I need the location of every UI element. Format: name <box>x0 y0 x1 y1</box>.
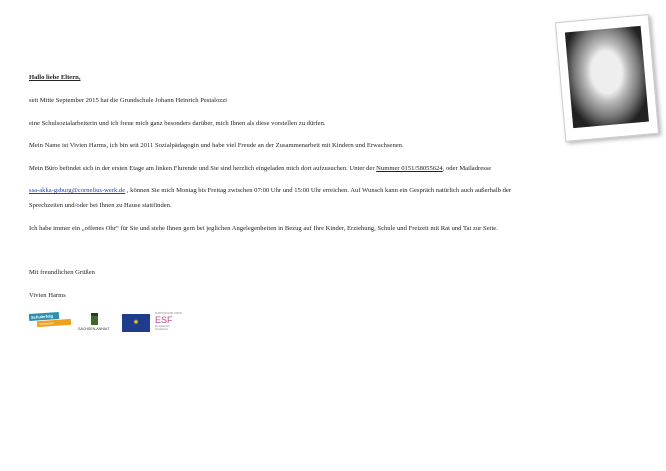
esf-logo <box>155 312 182 331</box>
paragraph-3: Mein Name ist Vivien Harms, ich bin seit 2011 Sozialpädagogin und habe viel Freude an der Zusammenarbeit mit Kindern und Erwachsenen. <box>29 142 404 149</box>
paragraph-2: eine Schulsozialarbeiterin und ich freue mich ganz besonders darüber, mich Ihnen als diese vorstellen zu dürfen. <box>29 120 326 127</box>
schulerfolg-logo <box>29 313 73 331</box>
email-link[interactable]: ssa-akka-gsburg@cornelius-werk.de <box>29 187 126 194</box>
sachsen-anhalt-logo <box>72 313 116 333</box>
esf-text: ESF <box>155 315 173 325</box>
paragraph-4 <box>29 165 491 172</box>
paragraph-5b: Sprechzeiten und/oder bei Ihnen zu Hause stattfinden. <box>29 202 172 209</box>
esf-sub-text: Europäischer Sozialfonds <box>155 325 170 331</box>
closing: Mit freundlichen Grüßen <box>29 269 95 276</box>
schulerfolg-text: Schulerfolg <box>29 312 59 321</box>
paragraph-4-end: , oder Mailadresse <box>442 165 492 172</box>
coat-of-arms-icon <box>91 313 98 325</box>
sachsen-anhalt-text: SACHSEN-ANHALT <box>78 327 110 331</box>
paragraph-5-text: , können Sie mich Montag bis Freitag zwischen 07:00 Uhr und 15:00 Uhr erreichen. Auf Wunsch kann ein Gespräch natürlich auch außerhalb der <box>125 187 512 194</box>
paragraph-4-start: Mein Büro befindet sich in der ersten Etage am linken Flurende und Sie sind herzlich eingeladen mich dort aufzusuchen. Unter der <box>29 165 377 172</box>
profile-photo <box>555 14 659 142</box>
signature: Vivien Harms <box>29 292 66 299</box>
greeting: Hallo liebe Eltern, <box>29 74 81 81</box>
esf-top-text: EUROPÄISCHE UNION <box>155 312 182 315</box>
paragraph-1: seit Mitte September 2015 hat die Grundschule Johann Heinrich Pestalozzi <box>29 97 227 104</box>
phone-number: Nummer 0151/58055624 <box>376 165 443 172</box>
eu-flag-logo: ✺ <box>122 314 150 332</box>
schulerfolg-sub: verbessern <box>37 319 71 327</box>
paragraph-6: Ich habe immer ein „offenes Ohr“ für Sie und stehe Ihnen gern bei jeglichen Angelegenheiten in Bezug auf Ihre Kinder, Erziehung, Schule und Freizeit mit Rat und Tat zur Seite. <box>29 225 498 232</box>
paragraph-5 <box>29 187 511 194</box>
